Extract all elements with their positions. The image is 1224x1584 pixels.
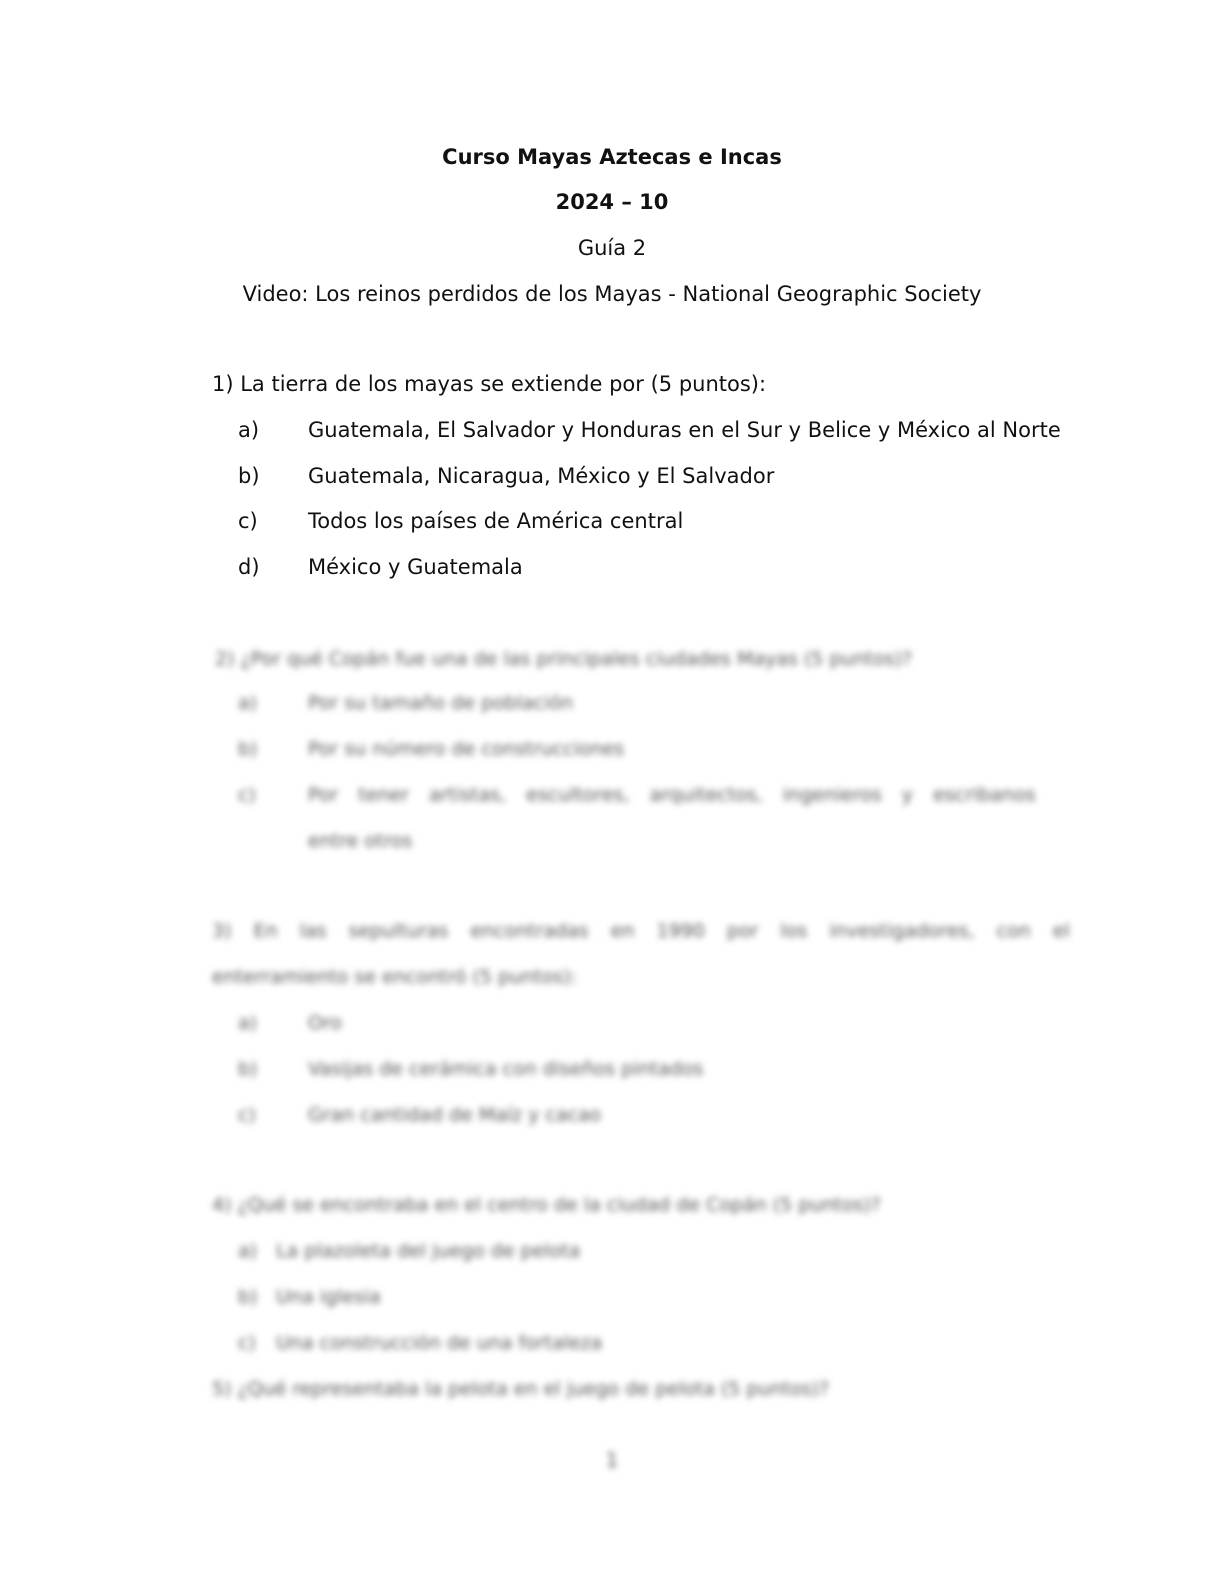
question-5: 5) ¿Qué representaba la pelota en el juego de pelota (5 puntos)? [212, 1378, 830, 1400]
option-letter: d) [238, 555, 260, 579]
option-letter: c) [238, 1332, 256, 1354]
option-text: La plazoleta del juego de pelota [276, 1240, 581, 1262]
option-letter: a) [238, 692, 258, 714]
question-3: 3) En las sepulturas encontradas en 1990 por los investigadores, con el [212, 920, 1070, 942]
option-text: Oro [308, 1012, 342, 1034]
option-text: Gran cantidad de Maíz y cacao [308, 1104, 602, 1126]
option-text: entre otros [308, 830, 413, 852]
course-title: Curso Mayas Aztecas e Incas [442, 145, 782, 169]
option-letter: c) [238, 509, 258, 533]
term-label: 2024 – 10 [555, 190, 669, 214]
question-1: 1) La tierra de los mayas se extiende por (5 puntos): [212, 372, 767, 396]
question-4: 4) ¿Qué se encontraba en el centro de la ciudad de Copán (5 puntos)? [212, 1194, 881, 1216]
option-text: Una iglesia [276, 1286, 381, 1308]
option-text: Guatemala, El Salvador y Honduras en el Sur y Belice y México al Norte [308, 418, 1061, 442]
question-3-continued: enterramiento se encontró (5 puntos): [212, 966, 577, 988]
video-title: Video: Los reinos perdidos de los Mayas - National Geographic Society [242, 282, 982, 306]
option-text: Por su tamaño de población [308, 692, 574, 714]
option-letter: c) [238, 1104, 256, 1126]
option-letter: a) [238, 1012, 258, 1034]
option-letter: b) [238, 738, 258, 760]
option-letter: c) [238, 784, 256, 806]
option-text: Una construcción de una fortaleza [276, 1332, 603, 1354]
option-text: Por tener artistas, escultores, arquitectos, ingenieros y escribanos [308, 784, 1036, 806]
option-text: Todos los países de América central [308, 509, 684, 533]
option-text: México y Guatemala [308, 555, 523, 579]
page-number: 1 [605, 1448, 619, 1472]
option-letter: a) [238, 1240, 258, 1262]
option-letter: b) [238, 1058, 258, 1080]
option-letter: a) [238, 418, 260, 442]
option-letter: b) [238, 1286, 258, 1308]
question-2: 2) ¿Por qué Copán fue una de las principales ciudades Mayas (5 puntos)? [215, 648, 912, 670]
option-letter: b) [238, 464, 260, 488]
guide-label: Guía 2 [577, 236, 647, 260]
option-text: Vasijas de cerámica con diseños pintados [308, 1058, 704, 1080]
option-text: Guatemala, Nicaragua, México y El Salvador [308, 464, 775, 488]
option-text: Por su número de construcciones [308, 738, 625, 760]
